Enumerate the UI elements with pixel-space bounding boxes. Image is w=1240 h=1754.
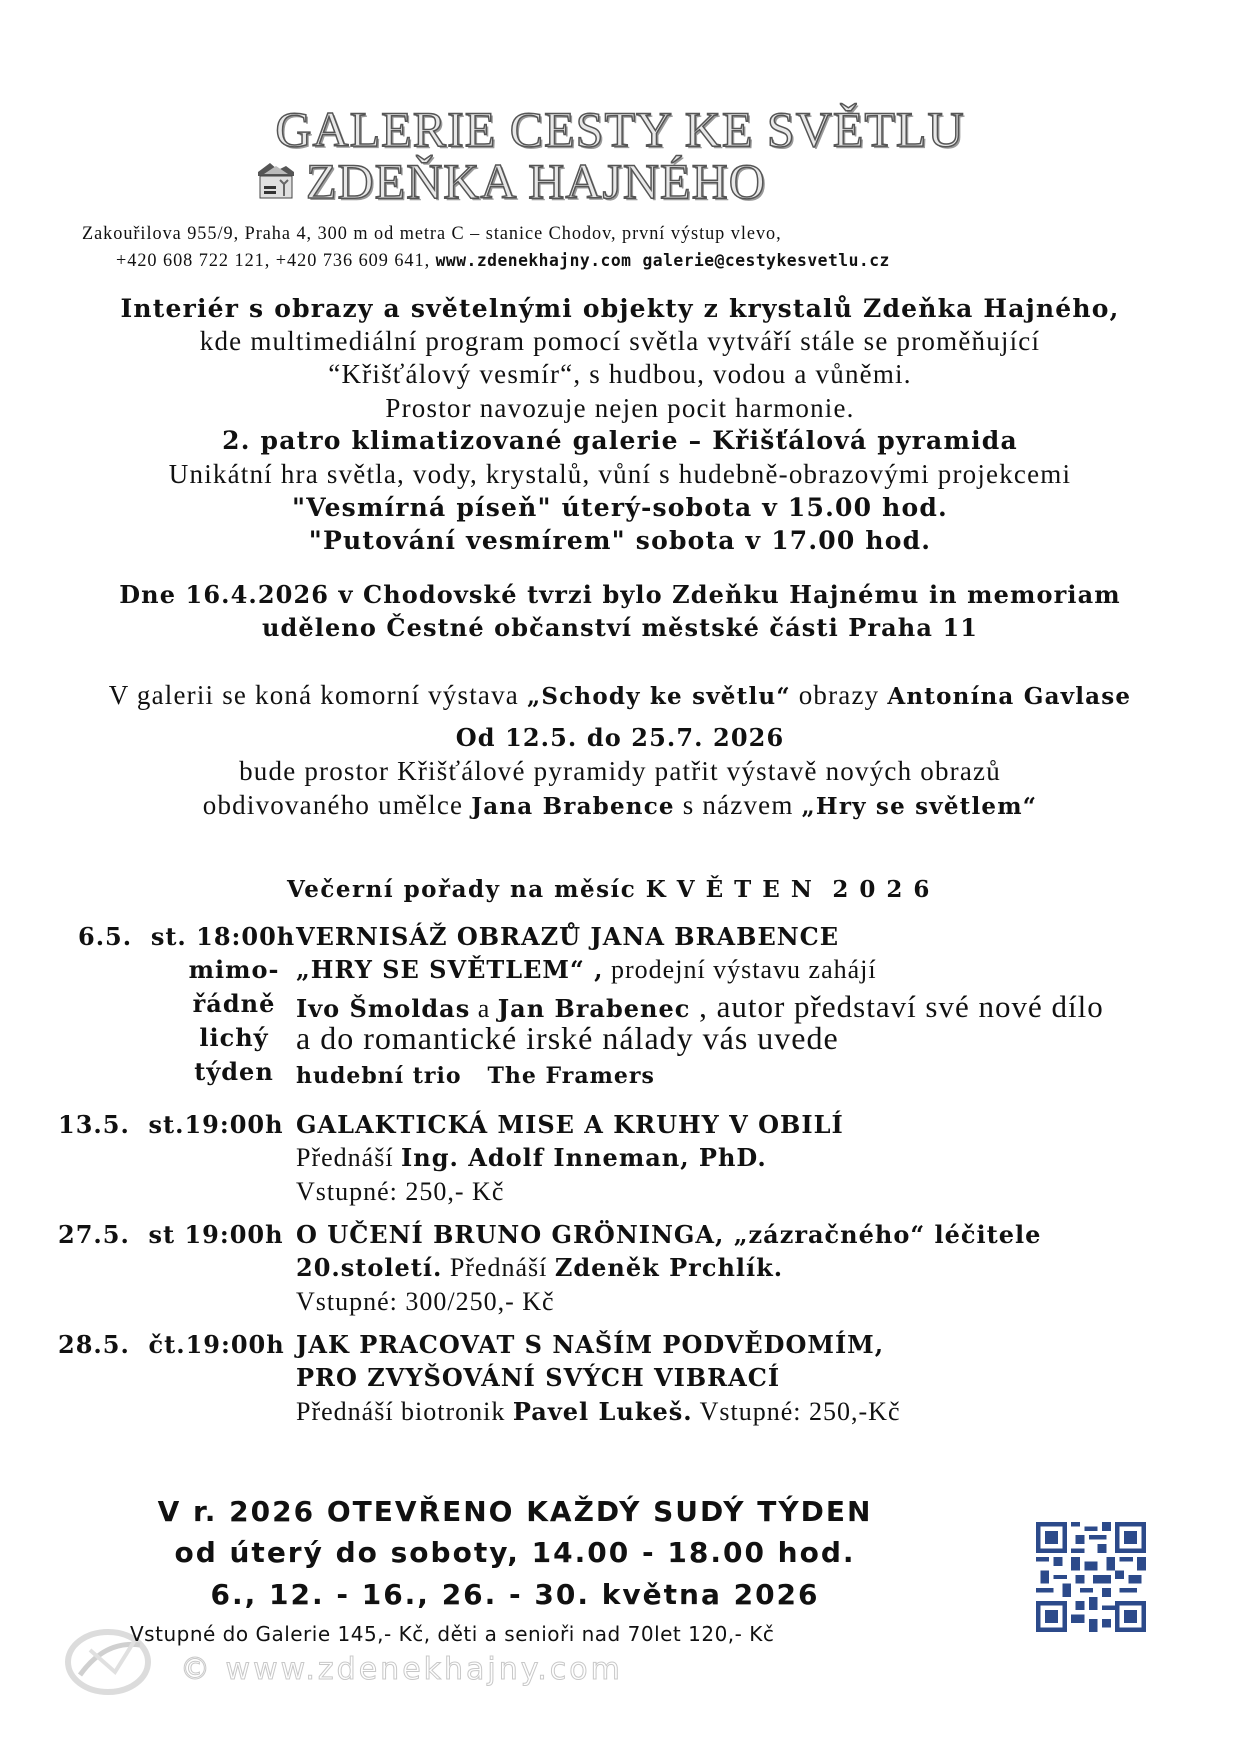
artist-name: Antonína Gavlase bbox=[887, 683, 1132, 710]
event-price: Vstupné: 250,-Kč bbox=[692, 1397, 901, 1426]
event-title: O UČENÍ BRUNO GRÖNINGA, bbox=[296, 1220, 734, 1249]
gallery-title-line1: GALERIE CESTY KE SVĚTLU bbox=[275, 101, 965, 157]
intro-line-1: Interiér s obrazy a světelnými objekty z krystalů Zdeňka Hajného, bbox=[120, 294, 1120, 323]
show-vesmirna-pisen: "Vesmírná píseň" úterý-sobota v 15.00 hod. bbox=[292, 493, 948, 522]
event-note: týden bbox=[194, 1057, 274, 1086]
event-title: 20.století. bbox=[296, 1253, 443, 1282]
performer-name: hudební trio The Framers bbox=[296, 1063, 655, 1089]
intro-line-2: kde multimediální program pomocí světla vytváří stále se proměňující bbox=[199, 326, 1041, 356]
event-text: a do romantické irské nálady vás uvede bbox=[296, 1020, 839, 1056]
exhibition-title: „HRY SE SVĚTLEM“ , bbox=[296, 955, 604, 984]
event-date: 27.5. st 19:00h bbox=[58, 1220, 284, 1249]
exhibition-title: „Schody ke světlu“ bbox=[526, 683, 791, 710]
show-putovani-vesmirem: "Putování vesmírem" sobota v 17.00 hod. bbox=[308, 526, 932, 555]
event-date: 6.5. st. 18:00h bbox=[78, 922, 296, 951]
performer-name: Jan Brabenec bbox=[497, 994, 691, 1023]
exhibition-line-1 bbox=[0, 680, 1240, 711]
opening-line-1: V r. 2026 OTEVŘENO KAŽDÝ SUDÝ TÝDEN bbox=[157, 1495, 873, 1528]
event-text: prodejní výstavu zahájí bbox=[603, 955, 877, 984]
intro-line-4: Prostor navozuje nejen pocit harmonie. bbox=[385, 393, 855, 423]
event-title: GALAKTICKÁ MISE A KRUHY V OBILÍ bbox=[296, 1110, 844, 1139]
exhibition-title: „Hry se světlem“ bbox=[801, 793, 1038, 820]
event-title: PRO ZVYŠOVÁNÍ SVÝCH VIBRACÍ bbox=[296, 1363, 781, 1392]
event-text: , autor představí své nové dílo bbox=[690, 989, 1104, 1024]
lecturer-name: Pavel Lukeš. bbox=[512, 1397, 693, 1426]
event-title: „zázračného“ bbox=[733, 1220, 926, 1249]
exhibition-text: s názvem bbox=[674, 790, 802, 820]
honor-line-1: Dne 16.4.2026 v Chodovské tvrzi bylo Zdeňku Hajnému in memoriam bbox=[119, 580, 1121, 609]
phone-numbers: +420 608 722 121, +420 736 609 641, bbox=[116, 250, 431, 271]
event-text: a bbox=[470, 994, 498, 1023]
event-text: Přednáší bbox=[296, 1143, 402, 1172]
watermark-text: © www.zdenekhajny.com bbox=[180, 1652, 623, 1687]
event-date: 13.5. st.19:00h bbox=[58, 1110, 284, 1139]
exhibition-dates: Od 12.5. do 25.7. 2026 bbox=[455, 723, 785, 752]
qr-code-icon[interactable] bbox=[1036, 1522, 1146, 1632]
exhibition-text: obrazy bbox=[790, 680, 888, 710]
performer-name: Ivo Šmoldas bbox=[296, 994, 471, 1023]
exhibition-text: V galerii se koná komorní výstava bbox=[108, 680, 527, 710]
honor-line-2: uděleno Čestné občanství městské části Praha 11 bbox=[261, 613, 979, 642]
exhibition-text: obdivovaného umělce bbox=[202, 790, 472, 820]
event-title: VERNISÁŽ OBRAZŮ JANA BRABENCE bbox=[296, 922, 840, 951]
event-price: Vstupné: 300/250,- Kč bbox=[296, 1287, 555, 1316]
gallery-title-line2: ZDEŇKA HAJNÉHO bbox=[306, 153, 766, 209]
event-title: léčitele bbox=[925, 1220, 1042, 1249]
exhibition-line-4 bbox=[0, 790, 1240, 821]
website-link[interactable]: www.zdenekhajny.com bbox=[435, 251, 632, 271]
house-icon bbox=[256, 160, 296, 200]
program-heading: Večerní pořady na měsíc K V Ě T E N 2 0 2 6 bbox=[287, 876, 931, 903]
event-date: 28.5. čt.19:00h bbox=[58, 1330, 285, 1359]
address: Zakouřilova 955/9, Praha 4, 300 m od metra C – stanice Chodov, první výstup vlevo, bbox=[82, 223, 782, 244]
contact-line bbox=[116, 250, 890, 272]
event-note: lichý bbox=[199, 1023, 269, 1052]
event-title: JAK PRACOVAT S NAŠÍM PODVĚDOMÍM, bbox=[296, 1330, 885, 1359]
lecturer-name: Zdeněk Prchlík. bbox=[554, 1253, 784, 1282]
event-text: Přednáší bbox=[442, 1253, 555, 1282]
intro-line-6: Unikátní hra světla, vody, krystalů, vůní s hudebně-obrazovými projekcemi bbox=[168, 459, 1072, 489]
opening-dates: 6., 12. - 16., 26. - 30. května 2026 bbox=[210, 1578, 820, 1611]
artist-name: Jana Brabence bbox=[471, 793, 675, 820]
event-note: mimo- bbox=[188, 955, 280, 984]
intro-line-5: 2. patro klimatizované galerie – Křišťálová pyramida bbox=[222, 426, 1018, 455]
event-price: Vstupné: 250,- Kč bbox=[296, 1177, 505, 1206]
event-text: Přednáší biotronik bbox=[296, 1397, 513, 1426]
exhibition-line-3: bude prostor Křišťálové pyramidy patřit výstavě nových obrazů bbox=[239, 756, 1001, 786]
admission-prices: Vstupné do Galerie 145,- Kč, děti a senioři nad 70let 120,- Kč bbox=[130, 1622, 775, 1646]
opening-hours: od úterý do soboty, 14.00 - 18.00 hod. bbox=[174, 1536, 856, 1569]
intro-line-3: “Křišťálový vesmír“, s hudbou, vodou a vůněmi. bbox=[328, 359, 912, 389]
lecturer-name: Ing. Adolf Inneman, PhD. bbox=[401, 1143, 767, 1172]
event-note: řádně bbox=[192, 989, 276, 1018]
email-link[interactable]: galerie@cestykesvetlu.cz bbox=[642, 251, 890, 271]
